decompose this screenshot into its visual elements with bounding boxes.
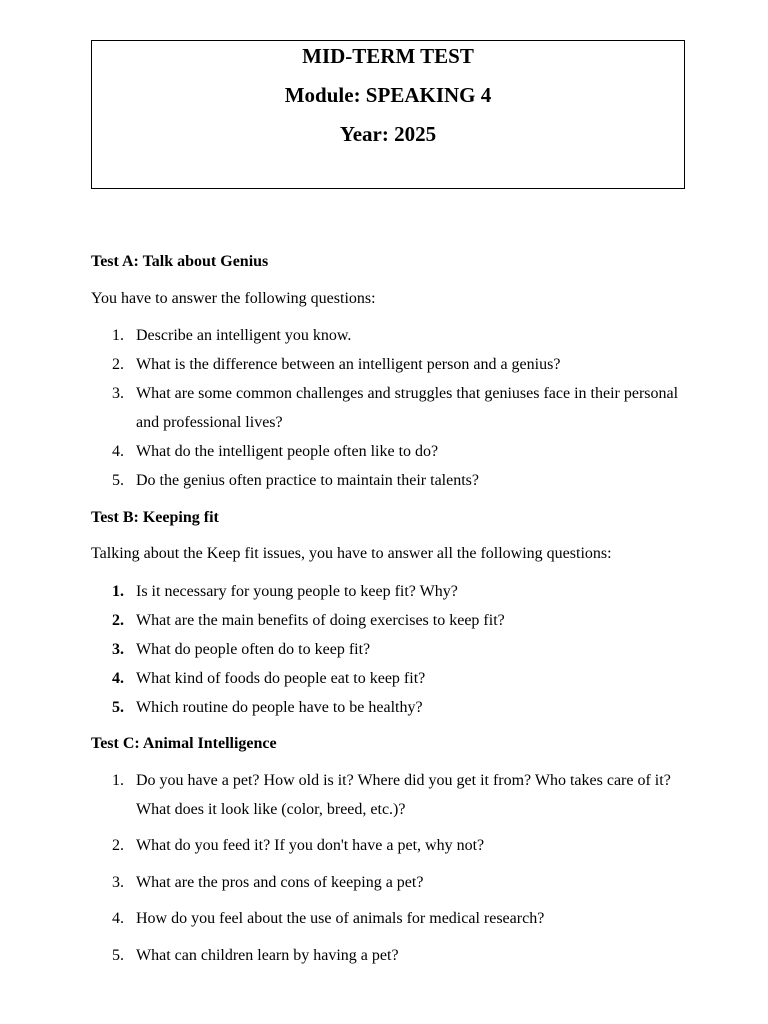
list-item <box>91 664 697 693</box>
list-item <box>91 693 697 722</box>
list-item-text: What are the main benefits of doing exercises to keep fit? <box>136 612 505 629</box>
list-item <box>91 321 697 350</box>
list-item-number: 4. <box>112 910 124 927</box>
list-item <box>91 577 697 606</box>
list-item-text: What do you feed it? If you don't have a pet, why not? <box>136 837 485 854</box>
header-box <box>91 40 685 189</box>
list-item-number: 5. <box>112 947 124 964</box>
test-title: MID-TERM TEST <box>302 44 474 68</box>
list-item-text: Do the genius often practice to maintain their talents? <box>136 472 479 489</box>
list-item-text: Which routine do people have to be healthy? <box>136 699 423 716</box>
list-item-number: 3. <box>112 874 124 891</box>
year-title: Year: 2025 <box>339 122 437 146</box>
test-a-intro: You have to answer the following questions: <box>91 290 376 307</box>
list-item <box>91 606 697 635</box>
list-item-number: 2. <box>112 837 124 854</box>
list-item <box>91 831 697 860</box>
test-b-intro: Talking about the Keep fit issues, you have to answer all the following questions: <box>91 545 612 562</box>
list-item-number: 5. <box>112 472 124 489</box>
list-item <box>91 868 697 897</box>
list-item-number: 1. <box>112 772 124 789</box>
list-item-number: 2. <box>112 356 124 373</box>
list-item-text: Describe an intelligent you know. <box>136 327 352 344</box>
list-item <box>91 350 697 379</box>
list-item <box>91 466 697 495</box>
list-item-text: What do people often do to keep fit? <box>136 641 371 658</box>
list-item-text: What do the intelligent people often like to do? <box>136 443 439 460</box>
list-item-text: What can children learn by having a pet? <box>136 947 399 964</box>
test-c-title: Test C: Animal Intelligence <box>91 735 277 752</box>
list-item <box>91 437 697 466</box>
list-item-text: What is the difference between an intelligent person and a genius? <box>136 356 561 373</box>
test-b-title: Test B: Keeping fit <box>91 509 219 526</box>
list-item <box>91 941 697 970</box>
list-item-text: What are some common challenges and struggles that geniuses face in their personal and professional lives? <box>136 385 679 431</box>
list-item-number: 1. <box>112 583 124 600</box>
list-item-text: Is it necessary for young people to keep fit? Why? <box>136 583 458 600</box>
list-item-number: 3. <box>112 385 124 402</box>
test-a-title: Test A: Talk about Genius <box>91 253 269 270</box>
module-title: Module: SPEAKING 4 <box>284 83 492 107</box>
list-item-number: 4. <box>112 443 124 460</box>
list-item <box>91 379 697 437</box>
list-item-text: What are the pros and cons of keeping a pet? <box>136 874 424 891</box>
list-item-number: 3. <box>112 641 124 658</box>
list-item <box>91 766 697 824</box>
list-item-number: 5. <box>112 699 124 716</box>
list-item-number: 2. <box>112 612 124 629</box>
list-item-text: How do you feel about the use of animals for medical research? <box>136 910 545 927</box>
list-item-text: Do you have a pet? How old is it? Where did you get it from? Who takes care of it? What does it look like (color, breed, etc.)? <box>136 772 671 818</box>
list-item <box>91 904 697 933</box>
list-item-number: 4. <box>112 670 124 687</box>
list-item <box>91 635 697 664</box>
list-item-text: What kind of foods do people eat to keep fit? <box>136 670 426 687</box>
list-item-number: 1. <box>112 327 124 344</box>
